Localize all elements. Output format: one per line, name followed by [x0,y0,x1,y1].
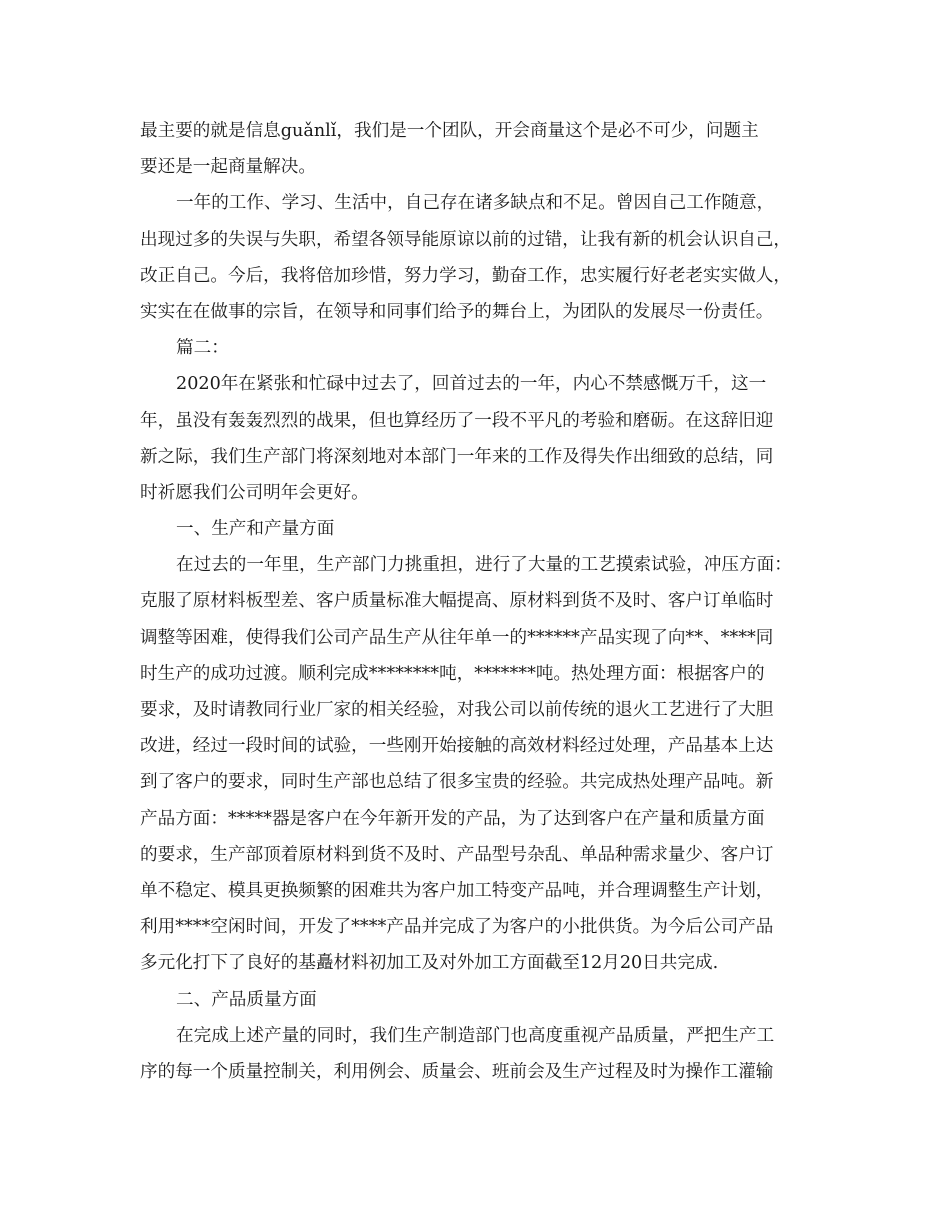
text-line: 的要求，生产部顶着原材料到货不及时、产品型号杂乱、单品种需求量少、客户订 [140,844,774,865]
text-line: 年，虽没有轰轰烈烈的战果，但也算经历了一段不平凡的考验和磨砺。在这辞旧迎 [140,410,774,431]
text-line: 利用****空闲时间，开发了****产品并完成了为客户的小批供货。为今后公司产品 [140,917,774,938]
text-line: 出现过多的失误与失职，希望各领导能原谅以前的过错，让我有新的机会认识自己， [140,229,791,250]
text-line: 调整等困难，使得我们公司产品生产从往年单一的******产品实现了向**、****同 [140,627,774,648]
text-line: 在过去的一年里，生产部门力挑重担，进行了大量的工艺摸索试验，冲压方面： [176,555,792,576]
text-line: 时生产的成功过渡。顺利完成********吨，*******吨。热处理方面：根据客户的 [140,663,765,684]
section-heading: 二、产品质量方面 [176,989,317,1010]
text-line: 克服了原材料板型差、客户质量标准大幅提高、原材料到货不及时、客户订单临时 [140,591,774,612]
text-line: 改进，经过一段时间的试验，一些刚开始接触的高效材料经过处理，产品基本上达 [140,736,774,757]
text-line: 最主要的就是信息guǎnlǐ，我们是一个团队，开会商量这个是必不可少，问题主 [140,121,759,141]
text-line: 产品方面：*****器是客户在今年新开发的产品，为了达到客户在产量和质量方面 [140,808,765,829]
text-line: 改正自己。今后，我将倍加珍惜，努力学习，勤奋工作，忠实履行好老老实实做人， [140,265,791,286]
text-line: 要还是一起商量解决。 [140,157,316,178]
section-heading: 篇二： [176,338,229,359]
text-line: 时祈愿我们公司明年会更好。 [140,482,369,503]
text-line: 新之际，我们生产部门将深刻地对本部门一年来的工作及得失作出细致的总结，同 [140,446,774,467]
text-line: 多元化打下了良好的基矗材料初加工及对外加工方面截至12月20日共完成. [140,953,719,974]
text-line: 到了客户的要求，同时生产部也总结了很多宝贵的经验。共完成热处理产品吨。新 [140,772,774,793]
text-line: 要求，及时请教同行业厂家的相关经验，对我公司以前传统的退火工艺进行了大胆 [140,700,774,720]
section-heading: 一、生产和产量方面 [176,519,335,540]
text-line: 实实在在做事的宗旨，在领导和同事们给予的舞台上，为团队的发展尽一份责任。 [140,301,774,322]
text-line: 单不稳定、模具更换频繁的困难共为客户加工特变产品吨，并合理调整生产计划， [140,880,774,901]
text-line: 序的每一个质量控制关，利用例会、质量会、班前会及生产过程及时为操作工灌输 [140,1061,774,1082]
body-text [140,113,820,1090]
text-line: 2020年在紧张和忙碌中过去了，回首过去的一年，内心不禁感慨万千，这一 [176,374,767,395]
text-line: 在完成上述产量的同时，我们生产制造部门也高度重视产品质量，严把生产工 [176,1025,775,1046]
text-line: 一年的工作、学习、生活中，自己存在诸多缺点和不足。曾因自己工作随意， [176,193,775,214]
